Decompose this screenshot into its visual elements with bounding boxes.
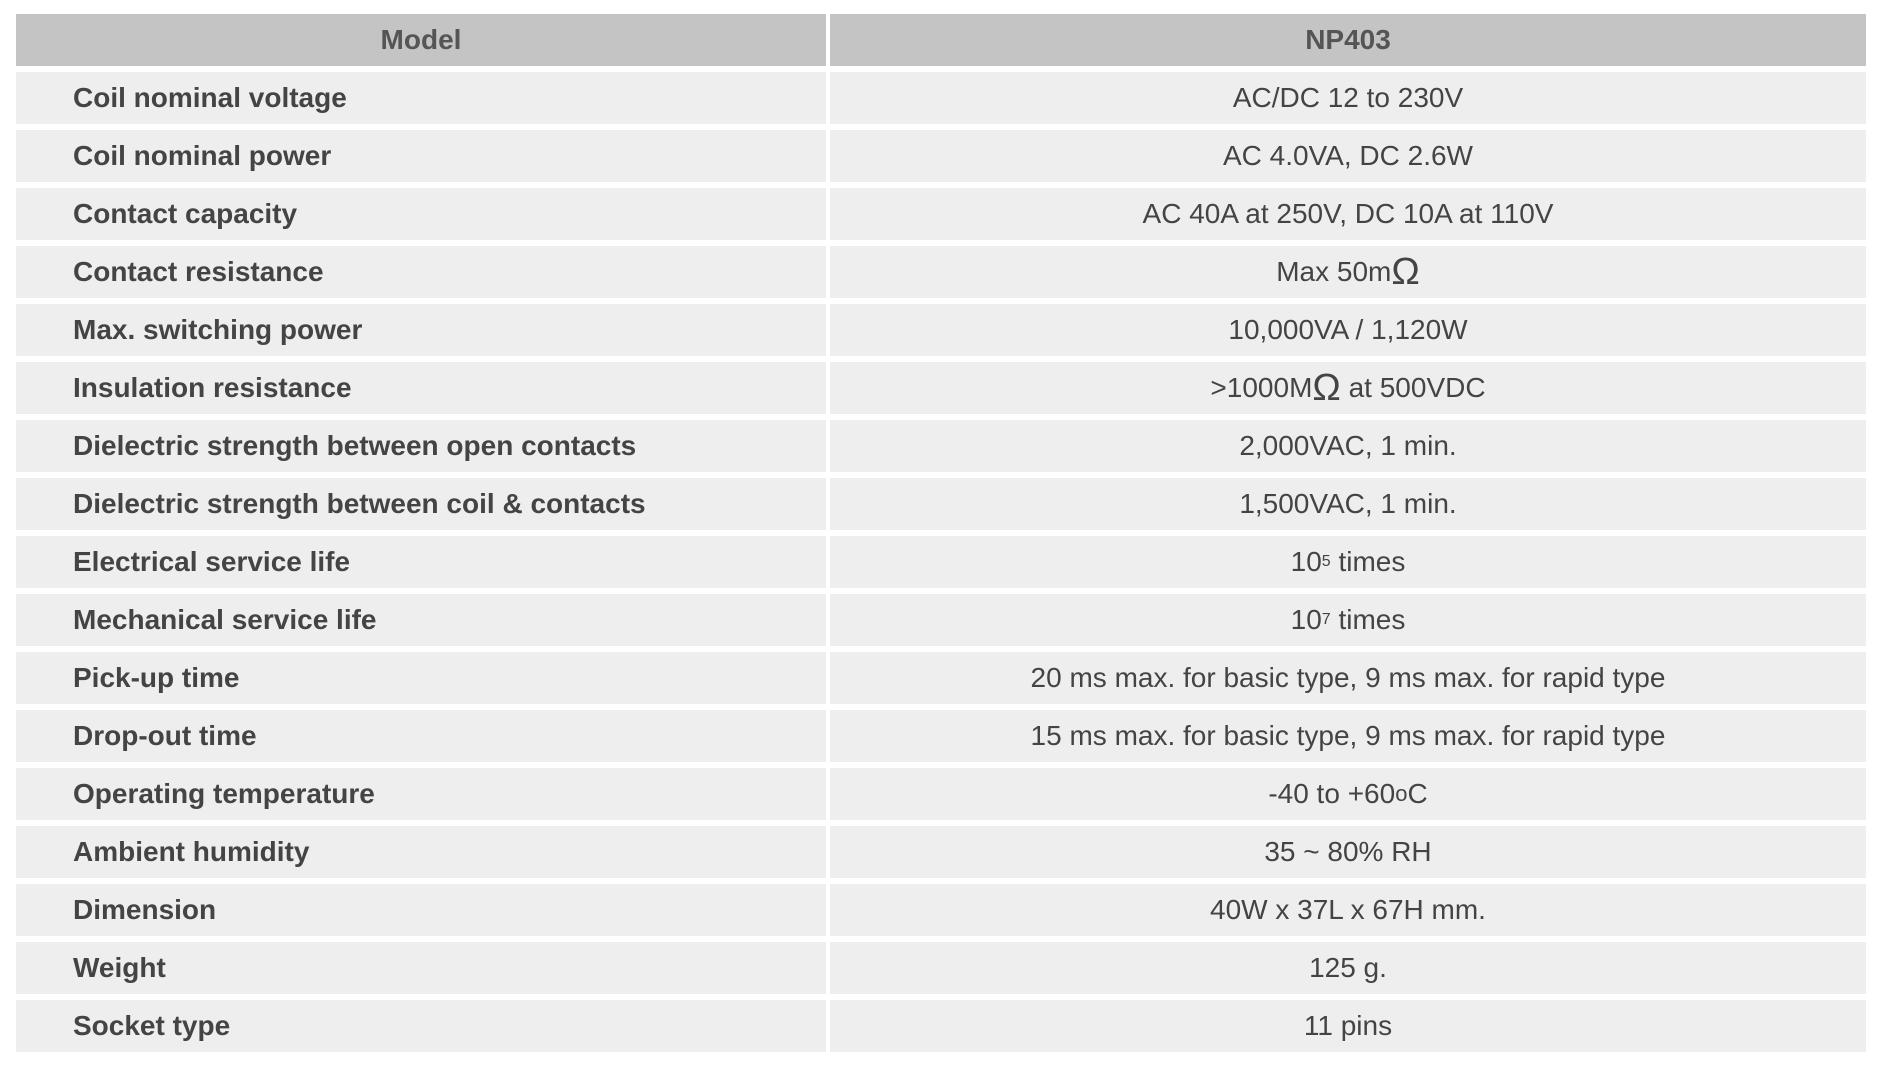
spec-value: 11 pins: [830, 1000, 1866, 1052]
table-row: [16, 478, 1866, 530]
spec-value: 35 ~ 80% RH: [830, 826, 1866, 878]
table-row: [16, 72, 1866, 124]
spec-value: 10 5 times: [830, 536, 1866, 588]
spec-label: Coil nominal voltage: [16, 72, 826, 124]
table-row: [16, 652, 1866, 704]
spec-value: 15 ms max. for basic type, 9 ms max. for rapid type: [830, 710, 1866, 762]
table-row: [16, 710, 1866, 762]
table-row: [16, 130, 1866, 182]
table-row: [16, 362, 1866, 414]
value-suffix: times: [1330, 604, 1406, 635]
spec-label: Drop-out time: [16, 710, 826, 762]
spec-label: Contact resistance: [16, 246, 826, 298]
spec-label: Coil nominal power: [16, 130, 826, 182]
spec-value: AC 40A at 250V, DC 10A at 110V: [830, 188, 1866, 240]
table-row: [16, 188, 1866, 240]
value-text: >1000M: [1210, 372, 1313, 403]
spec-value: AC 4.0VA, DC 2.6W: [830, 130, 1866, 182]
table-row: [16, 942, 1866, 994]
spec-value: 125 g.: [830, 942, 1866, 994]
value-suffix: C: [1407, 778, 1428, 809]
table-row: [16, 536, 1866, 588]
spec-label: Dimension: [16, 884, 826, 936]
spec-label: Operating temperature: [16, 768, 826, 820]
spec-label: Contact capacity: [16, 188, 826, 240]
table-row: [16, 1000, 1866, 1052]
table-row: [16, 304, 1866, 356]
spec-value: 40W x 37L x 67H mm.: [830, 884, 1866, 936]
value-text: Max 50m: [1276, 256, 1392, 287]
spec-label: Ambient humidity: [16, 826, 826, 878]
spec-value: 2,000VAC, 1 min.: [830, 420, 1866, 472]
spec-label: Socket type: [16, 1000, 826, 1052]
spec-value: [830, 246, 1866, 298]
value-suffix: times: [1330, 546, 1406, 577]
header-model-value: NP403: [830, 14, 1866, 66]
value-suffix: at 500VDC: [1340, 372, 1486, 403]
spec-value: [830, 362, 1866, 414]
value-base: 10: [1290, 546, 1322, 577]
spec-label: Pick-up time: [16, 652, 826, 704]
header-model-label: Model: [16, 14, 826, 66]
table-row: [16, 246, 1866, 298]
table-header-row: [16, 14, 1866, 66]
table-row: [16, 420, 1866, 472]
ohm-symbol: Ω: [1312, 367, 1341, 409]
spec-label: Dielectric strength between open contacts: [16, 420, 826, 472]
spec-value: 1,500VAC, 1 min.: [830, 478, 1866, 530]
spec-value: 10 7 times: [830, 594, 1866, 646]
spec-label: Insulation resistance: [16, 362, 826, 414]
table-row: [16, 768, 1866, 820]
value-base: 10: [1290, 604, 1322, 635]
spec-value: 20 ms max. for basic type, 9 ms max. for rapid type: [830, 652, 1866, 704]
spec-value: 10,000VA / 1,120W: [830, 304, 1866, 356]
spec-label: Electrical service life: [16, 536, 826, 588]
table-row: [16, 826, 1866, 878]
spec-label: Max. switching power: [16, 304, 826, 356]
table-row: [16, 594, 1866, 646]
spec-value: -40 to +60 o C: [830, 768, 1866, 820]
value-text: -40 to +60: [1268, 778, 1396, 809]
spec-table: [16, 14, 1866, 1058]
spec-value: AC/DC 12 to 230V: [830, 72, 1866, 124]
spec-label: Mechanical service life: [16, 594, 826, 646]
spec-label: Weight: [16, 942, 826, 994]
spec-label: Dielectric strength between coil & contacts: [16, 478, 826, 530]
ohm-symbol: Ω: [1391, 251, 1420, 293]
table-row: [16, 884, 1866, 936]
